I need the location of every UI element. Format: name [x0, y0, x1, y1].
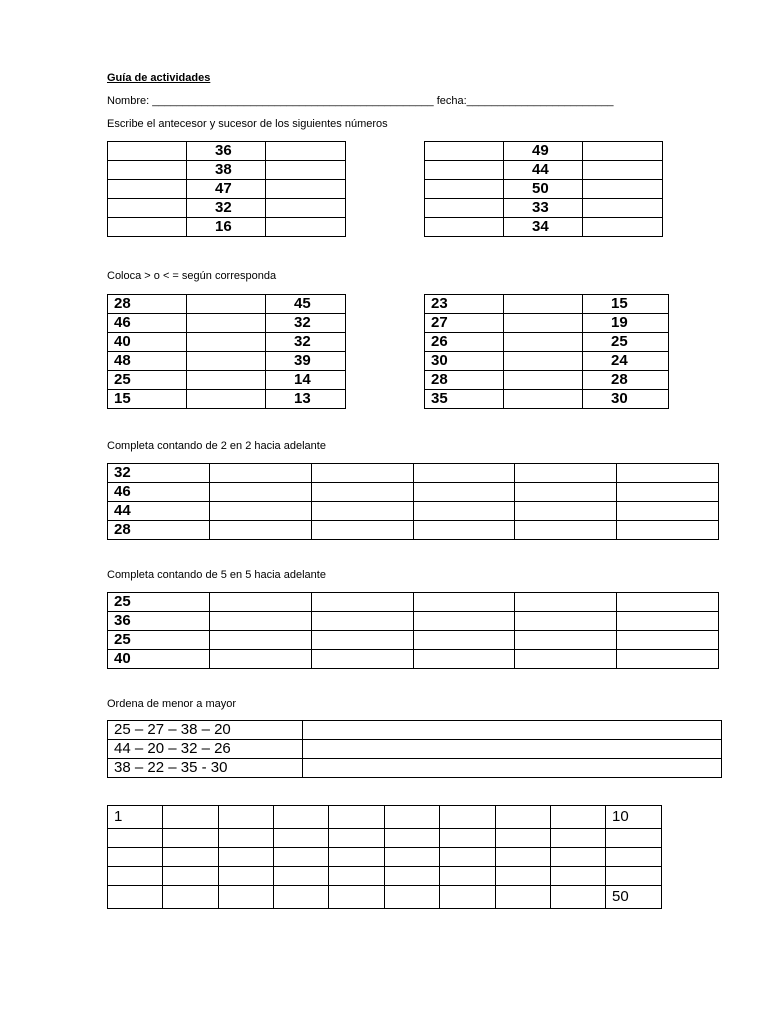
answer-cell[interactable] — [210, 502, 312, 521]
number-cell: 25 — [583, 333, 669, 352]
start-number-cell: 36 — [108, 612, 210, 631]
answer-cell[interactable] — [266, 142, 346, 161]
sign-cell[interactable] — [504, 390, 583, 409]
number-cell: 32 — [187, 199, 266, 218]
answer-cell[interactable] — [425, 218, 504, 237]
table-row — [108, 612, 719, 631]
answer-cell[interactable] — [312, 483, 414, 502]
answer-cell[interactable] — [210, 631, 312, 650]
table-row — [108, 142, 346, 161]
name-date-line[interactable]: Nombre: ______________________________________________ fecha:________________________ — [107, 95, 614, 107]
table-row — [425, 142, 663, 161]
grid-cell[interactable] — [274, 829, 329, 848]
answer-cell[interactable] — [303, 721, 722, 740]
answer-cell[interactable] — [414, 483, 515, 502]
instruction-count-by-5: Completa contando de 5 en 5 hacia adelante — [107, 569, 326, 581]
number-cell: 30 — [425, 352, 504, 371]
grid-cell[interactable] — [496, 848, 551, 867]
grid-cell[interactable] — [108, 829, 163, 848]
grid-cell[interactable] — [274, 886, 329, 909]
table-row — [108, 371, 346, 390]
grid-cell[interactable] — [606, 867, 662, 886]
answer-cell[interactable] — [266, 199, 346, 218]
number-cell: 16 — [187, 218, 266, 237]
answer-cell[interactable] — [425, 180, 504, 199]
table-row — [108, 502, 719, 521]
grid-cell[interactable] — [329, 867, 385, 886]
grid-cell[interactable] — [219, 867, 274, 886]
instruction-predecessor-successor: Escribe el antecesor y sucesor de los siguientes números — [107, 118, 388, 130]
grid-cell[interactable] — [551, 829, 606, 848]
number-cell: 32 — [266, 333, 346, 352]
table-row — [108, 886, 662, 909]
table-row — [108, 314, 346, 333]
answer-cell[interactable] — [583, 180, 663, 199]
answer-cell[interactable] — [583, 199, 663, 218]
answer-cell[interactable] — [617, 483, 719, 502]
grid-cell[interactable] — [329, 886, 385, 909]
grid-cell[interactable] — [385, 886, 440, 909]
grid-cell[interactable] — [496, 867, 551, 886]
table-row — [108, 464, 719, 483]
answer-cell[interactable] — [617, 593, 719, 612]
answer-cell[interactable] — [108, 161, 187, 180]
answer-cell[interactable] — [515, 521, 617, 540]
number-sequence-cell: 25 – 27 – 38 – 20 — [108, 721, 303, 740]
number-cell: 14 — [266, 371, 346, 390]
answer-cell[interactable] — [414, 650, 515, 669]
start-number-cell: 44 — [108, 502, 210, 521]
answer-cell[interactable] — [210, 521, 312, 540]
answer-cell[interactable] — [312, 631, 414, 650]
answer-cell[interactable] — [617, 521, 719, 540]
grid-cell[interactable] — [163, 829, 219, 848]
order-table — [107, 720, 722, 778]
answer-cell[interactable] — [583, 218, 663, 237]
grid-cell[interactable] — [274, 867, 329, 886]
compare-table-right — [424, 294, 669, 409]
compare-table-left — [107, 294, 346, 409]
table-row — [108, 848, 662, 867]
grid-cell[interactable] — [108, 886, 163, 909]
instruction-order: Ordena de menor a mayor — [107, 698, 237, 710]
grid-start-cell: 1 — [108, 806, 163, 829]
start-number-cell: 25 — [108, 593, 210, 612]
answer-cell[interactable] — [515, 464, 617, 483]
count-by-5-table — [107, 592, 719, 669]
grid-cell[interactable] — [163, 806, 219, 829]
grid-cell[interactable] — [329, 829, 385, 848]
number-cell: 35 — [425, 390, 504, 409]
answer-cell[interactable] — [108, 142, 187, 161]
answer-cell[interactable] — [414, 612, 515, 631]
grid-cell[interactable] — [440, 806, 496, 829]
number-cell: 28 — [425, 371, 504, 390]
answer-cell[interactable] — [617, 464, 719, 483]
instruction-count-by-2: Completa contando de 2 en 2 hacia adelante — [107, 440, 326, 452]
grid-cell[interactable] — [163, 867, 219, 886]
answer-cell[interactable] — [312, 521, 414, 540]
grid-cell[interactable] — [219, 806, 274, 829]
answer-cell[interactable] — [414, 631, 515, 650]
table-row — [108, 593, 719, 612]
number-sequence-cell: 44 – 20 – 32 – 26 — [108, 740, 303, 759]
number-grid-table — [107, 805, 662, 909]
answer-cell[interactable] — [312, 502, 414, 521]
table-row — [108, 295, 346, 314]
answer-cell[interactable] — [312, 650, 414, 669]
table-row — [425, 295, 669, 314]
grid-cell[interactable] — [329, 848, 385, 867]
table-row — [108, 759, 722, 778]
table-row — [108, 650, 719, 669]
number-cell: 48 — [108, 352, 187, 371]
answer-cell[interactable] — [515, 612, 617, 631]
table-row — [425, 161, 663, 180]
start-number-cell: 25 — [108, 631, 210, 650]
grid-cell[interactable] — [219, 848, 274, 867]
answer-cell[interactable] — [515, 593, 617, 612]
number-cell: 26 — [425, 333, 504, 352]
answer-cell[interactable] — [210, 483, 312, 502]
grid-cell[interactable] — [219, 829, 274, 848]
table-row — [425, 314, 669, 333]
answer-cell[interactable] — [210, 612, 312, 631]
answer-cell[interactable] — [210, 650, 312, 669]
table-row — [108, 333, 346, 352]
answer-cell[interactable] — [617, 650, 719, 669]
grid-cell[interactable] — [551, 886, 606, 909]
table-row — [108, 829, 662, 848]
number-cell: 19 — [583, 314, 669, 333]
answer-cell[interactable] — [266, 180, 346, 199]
start-number-cell: 46 — [108, 483, 210, 502]
grid-end-cell: 10 — [606, 806, 662, 829]
number-cell: 30 — [583, 390, 669, 409]
answer-cell[interactable] — [425, 142, 504, 161]
number-cell: 33 — [504, 199, 583, 218]
answer-cell[interactable] — [266, 161, 346, 180]
answer-cell[interactable] — [583, 142, 663, 161]
grid-end-cell: 50 — [606, 886, 662, 909]
sign-cell[interactable] — [187, 390, 266, 409]
grid-cell[interactable] — [551, 867, 606, 886]
answer-cell[interactable] — [414, 502, 515, 521]
answer-cell[interactable] — [414, 521, 515, 540]
table-row — [108, 521, 719, 540]
grid-cell[interactable] — [440, 886, 496, 909]
number-cell: 13 — [266, 390, 346, 409]
answer-cell[interactable] — [108, 218, 187, 237]
grid-cell[interactable] — [606, 848, 662, 867]
table-row — [108, 390, 346, 409]
start-number-cell: 40 — [108, 650, 210, 669]
number-cell: 15 — [108, 390, 187, 409]
grid-cell[interactable] — [496, 829, 551, 848]
number-cell: 50 — [504, 180, 583, 199]
grid-cell[interactable] — [440, 829, 496, 848]
grid-cell[interactable] — [551, 806, 606, 829]
answer-cell[interactable] — [515, 502, 617, 521]
answer-cell[interactable] — [266, 218, 346, 237]
number-cell: 39 — [266, 352, 346, 371]
grid-cell[interactable] — [606, 829, 662, 848]
count-by-2-table — [107, 463, 719, 540]
number-cell: 27 — [425, 314, 504, 333]
grid-cell[interactable] — [385, 806, 440, 829]
sign-cell[interactable] — [504, 333, 583, 352]
number-cell: 40 — [108, 333, 187, 352]
table-row — [425, 371, 669, 390]
number-cell: 38 — [187, 161, 266, 180]
number-cell: 32 — [266, 314, 346, 333]
number-cell: 34 — [504, 218, 583, 237]
predecessor-successor-table-right — [424, 141, 663, 237]
table-row — [108, 180, 346, 199]
sign-cell[interactable] — [187, 333, 266, 352]
grid-cell[interactable] — [440, 867, 496, 886]
table-row — [108, 721, 722, 740]
answer-cell[interactable] — [617, 502, 719, 521]
number-cell: 49 — [504, 142, 583, 161]
grid-cell[interactable] — [108, 867, 163, 886]
grid-cell[interactable] — [274, 806, 329, 829]
table-row — [108, 631, 719, 650]
answer-cell[interactable] — [312, 464, 414, 483]
number-cell: 28 — [108, 295, 187, 314]
answer-cell[interactable] — [312, 612, 414, 631]
answer-cell[interactable] — [617, 612, 719, 631]
answer-cell[interactable] — [414, 464, 515, 483]
table-row — [425, 199, 663, 218]
number-cell: 44 — [504, 161, 583, 180]
grid-cell[interactable] — [329, 806, 385, 829]
sign-cell[interactable] — [187, 314, 266, 333]
table-row — [108, 161, 346, 180]
number-cell: 28 — [583, 371, 669, 390]
table-row — [425, 352, 669, 371]
answer-cell[interactable] — [515, 650, 617, 669]
answer-cell[interactable] — [425, 199, 504, 218]
sign-cell[interactable] — [187, 371, 266, 390]
grid-cell[interactable] — [385, 848, 440, 867]
table-row — [108, 352, 346, 371]
table-row — [108, 806, 662, 829]
grid-cell[interactable] — [219, 886, 274, 909]
start-number-cell: 28 — [108, 521, 210, 540]
number-cell: 46 — [108, 314, 187, 333]
answer-cell[interactable] — [108, 180, 187, 199]
answer-cell[interactable] — [108, 199, 187, 218]
table-row — [425, 218, 663, 237]
number-cell: 24 — [583, 352, 669, 371]
answer-cell[interactable] — [515, 631, 617, 650]
answer-cell[interactable] — [210, 464, 312, 483]
table-row — [425, 180, 663, 199]
sign-cell[interactable] — [504, 295, 583, 314]
grid-cell[interactable] — [163, 886, 219, 909]
answer-cell[interactable] — [515, 483, 617, 502]
answer-cell[interactable] — [617, 631, 719, 650]
number-cell: 36 — [187, 142, 266, 161]
sign-cell[interactable] — [504, 371, 583, 390]
answer-cell[interactable] — [312, 593, 414, 612]
answer-cell[interactable] — [210, 593, 312, 612]
number-cell: 15 — [583, 295, 669, 314]
sign-cell[interactable] — [504, 352, 583, 371]
answer-cell[interactable] — [303, 759, 722, 778]
table-row — [108, 867, 662, 886]
sign-cell[interactable] — [187, 352, 266, 371]
table-row — [108, 199, 346, 218]
grid-cell[interactable] — [496, 886, 551, 909]
grid-cell[interactable] — [551, 848, 606, 867]
number-cell: 47 — [187, 180, 266, 199]
page-title: Guía de actividades — [107, 72, 211, 84]
grid-cell[interactable] — [274, 848, 329, 867]
number-cell: 23 — [425, 295, 504, 314]
grid-cell[interactable] — [385, 867, 440, 886]
grid-cell[interactable] — [440, 848, 496, 867]
grid-cell[interactable] — [163, 848, 219, 867]
predecessor-successor-table-left — [107, 141, 346, 237]
number-cell: 25 — [108, 371, 187, 390]
number-cell: 45 — [266, 295, 346, 314]
answer-cell[interactable] — [414, 593, 515, 612]
answer-cell[interactable] — [425, 161, 504, 180]
number-sequence-cell: 38 – 22 – 35 - 30 — [108, 759, 303, 778]
grid-cell[interactable] — [108, 848, 163, 867]
start-number-cell: 32 — [108, 464, 210, 483]
grid-cell[interactable] — [496, 806, 551, 829]
sign-cell[interactable] — [187, 295, 266, 314]
table-row — [108, 218, 346, 237]
grid-cell[interactable] — [385, 829, 440, 848]
table-row — [108, 740, 722, 759]
table-row — [425, 333, 669, 352]
instruction-compare: Coloca > o < = según corresponda — [107, 270, 277, 282]
table-row — [108, 483, 719, 502]
answer-cell[interactable] — [583, 161, 663, 180]
answer-cell[interactable] — [303, 740, 722, 759]
sign-cell[interactable] — [504, 314, 583, 333]
table-row — [425, 390, 669, 409]
